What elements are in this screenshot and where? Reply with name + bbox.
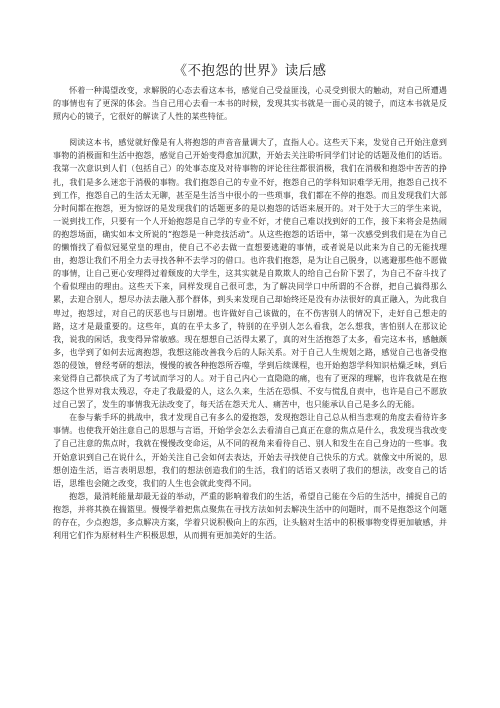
document-title: 《不抱怨的世界》读后感 <box>173 63 327 79</box>
paragraph-conclusion: 抱怨，最消耗能量却最无益的举动，严重的影响着我们的生活，希望自己能在今后的生活中，捕捉自己的抱怨，并将其换在揣篮里。慢慢学着把焦点聚焦在寻找方法如何去解决生活中的问题时，而不是抱怨这个问题的存在，少点抱怨，多点解决方案，学着只说积极向上的东西，让头脑对生活中的积极事物变得更加敏感，并利用它们作为原材料生产积极思想，从而拥有更加美好的生活。 <box>53 491 447 541</box>
paragraph-spacer <box>53 123 447 136</box>
paragraph-reflection: 阅读这本书，感觉就好像是有人将抱怨的声音音量调大了，直指人心。这些天下来，发觉自己开始注意到事物的消极面和生活中抱怨，感觉自己开始变得愈加沉默，开始去关注聆听同学们讨论的话题及他们的话语。我第一次意识到人们（包括自己）的处事态度及对待事物的评论往往都很消极，我们在消极和抱怨中苦苦的挣扎，我们是多么迷恋于消极的事物。我们抱怨自己的专业不好，抱怨自己的学科知识难学无用，抱怨自己找不到工作，抱怨自己的生活太无聊，甚至是生活当中很小的一些琐事，我们都在不停的抱怨。而且发现我们大部分时间都在抱怨，更为惊讶的是发现我们的话题更多的是以抱怨的话语来展开的。对于处于大三的学生来说，一说到找工作，只要有一个人开始抱怨是自己学的专业不好，才使自己难以找到好的工作，接下来将会是热闹的抱怨场面，确实如本文所说的“抱怨是一种竞技活动”。从这些抱怨的话语中，第一次感受到我们是在为自己的懒惰找了看似冠冕堂皇的理由，使自己不必去做一直想要逃避的事情，或者说是以此来为自己的无能找理由，抱怨让我们不用全力去寻找各种不去学习的借口。也许我们抱怨，是为让自己脱身，以逃避那些他不愿做的事情，让自己更心安理得过着颓废的大学生，这其实就是自欺欺人的给自己台阶下罢了，为自己不奋斗找了个看似理由的理由。这些天下来，同样发现自己很可悲，为了解决同学口中所谓的不合群，把自己搞得那么累，去迎合别人，想尽办法去融入那个群体，到头来发现自己却始终还是没有办法很好的真正融入，为此我自卑过，抱怨过，对自己的厌恶也与日剧增。也许做好自己该做的，在不伤害别人的情况下，走好自己想走的路，这才是最重要的。这些年，真的在乎太多了，特别的在乎别人怎么看我，怎么想我，害怕别人在那议论我，说我的闲话，我变得异常敏感。现在想想自己活得太累了，真的对生活抱怨了太多，看完这本书，感触颇多，也学到了如何去远离抱怨，我想这能改善我今后的人际关系。对于自己人生规划之路，感觉自己也备受抱怨的侵蚀，曾经考研的想法，慢慢的被各种抱怨所吞噬，学到后续课程，也开始抱怨学科知识枯燥乏味，到后来觉得自己都快成了为了考试而学习的人。对于自己内心一直隐隐的痛，也有了更深的理解，也许我就是在抱怨这个世界对我太残忍，夺走了我最爱的人，这么久来，生活在恐惧、不安与慌乱自责中，也许是自己不愿放过自己罢了，发生的事情我无法改变了，每天活在怨天尤人、痛苦中，也只能承认自己是多么的无能。 <box>53 138 447 410</box>
paragraph-intro: 怀着一种渴望改变，求解脱的心态去看这本书，感觉自己受益匪浅，心灵受到很大的触动，对自己所遭遇的事情也有了更深的体会。当自己用心去看一本书的时候，发现其实书就是一面心灵的镜子，而这本书就是反照内心的镜子，它很好的解读了人性的某些特征。 <box>53 86 447 122</box>
paragraph-purple-bracelet: 在参与紫手环的挑战中，我才发现自己有多么的爱抱怨，发现抱怨让自己总从相当悲观的角度去看待许多事情。也使我开始注意自己的思想与言语，开始学会怎么去看清自己真正在意的焦点是什么，我发现当我改变了自己注意的焦点时，我就在慢慢改变命运，从不同的视角来看待自己、别人和发生在自己身边的一些事。我开始意识到自己在说什么，开始关注自己会如何去表达，开始去寻找使自己快乐的方式。就像文中所说的，思想创造生活，语言表明思想，我们的想法创造我们的生活，我们的话语又表明了我们的想法，改变自己的话语，思维也会随之改变，我们的人生也会就此变得不同。 <box>53 413 447 488</box>
